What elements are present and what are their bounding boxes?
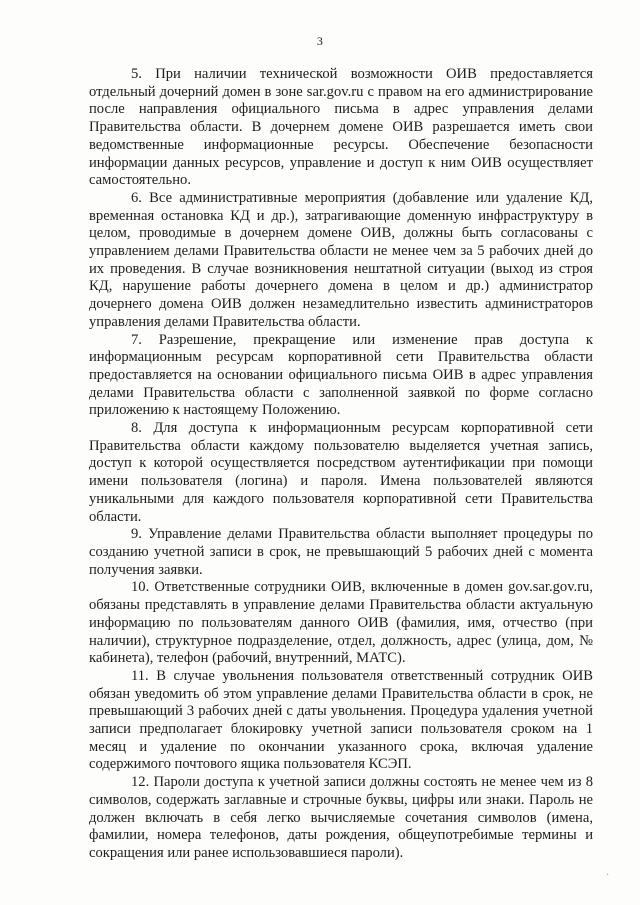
paragraph-12: 12. Пароли доступа к учетной записи должны состоять не менее чем из 8 символов, содержать заглавные и строчные буквы, цифры или знаки. Пароль не должен включать в себя легко вычисляемые сочетания символов (имена, фамилии, номера телефонов, даты рождения, общеупотребимые термины и сокращения или ранее использовавшиеся пароли).	[89, 774, 593, 861]
scan-speck: ·	[606, 870, 610, 881]
paragraph-8: 8. Для доступа к информационным ресурсам корпоративной сети Правительства области каждому пользователю выделяется учетная запись, доступ к которой осуществляется посредством аутентификации при помощи имени пользователя (логина) и пароля. Имена пользователей являются уникальными для каждого пользователя корпоративной сети Правительства области.	[89, 420, 593, 525]
paragraph-7: 7. Разрешение, прекращение или изменение прав доступа к информационным ресурсам корпоративной сети Правительства области предоставляется на основании официального письма ОИВ в адрес управления делами Правительства области с заполненной заявкой по форме согласно приложению к настоящему Положению.	[89, 331, 593, 419]
page-number: 3	[316, 34, 324, 48]
paragraph-9: 9. Управление делами Правительства области выполняет процедуры по созданию учетной записи в срок, не превышающий 5 рабочих дней с момента получения заявки.	[89, 526, 593, 578]
paragraph-6: 6. Все административные мероприятия (добавление или удаление КД, временная остановка КД и др.), затрагивающие доменную инфраструктуру в целом, проводимые в дочернем домене ОИВ, должны быть согласованы с управлением делами Правительства области не менее чем за 5 рабочих дней до их проведения. В случае возникновения нештатной ситуации (выход из строя КД, нарушение работы дочернего домена в целом и др.) администратор дочернего домена ОИВ должен незамедлительно известить администраторов управления делами Правительства области.	[89, 189, 593, 330]
paragraph-11: 11. В случае увольнения пользователя ответственный сотрудник ОИВ обязан уведомить об этом управление делами Правительства области в срок, не превышающий 3 рабочих дней с даты увольнения. Процедура удаления учетной записи предполагает блокировку учетной записи пользователя сроком на 1 месяц и удаление по окончании указанного срока, включая удаление содержимого почтового ящика пользователя КСЭП.	[89, 667, 593, 773]
paragraph-10: 10. Ответственные сотрудники ОИВ, включенные в домен gov.sar.gov.ru, обязаны представлять в управление делами Правительства области актуальную информацию по пользователям данного ОИВ (фамилия, имя, отчество (при наличии), структурное подразделение, отдел, должность, адрес (улица, дом, № кабинета), телефон (рабочий, внутренний, МАТС).	[89, 579, 593, 667]
document-body	[89, 66, 593, 863]
paragraph-5: 5. При наличии технической возможности ОИВ предоставляется отдельный дочерний домен в зоне sar.gov.ru с правом на его администрирование после направления официального письма в адрес управления делами Правительства области. В дочернем домене ОИВ разрешается иметь свои ведомственные информационные ресурсы. Обеспечение безопасности информации данных ресурсов, управление и доступ к ним ОИВ осуществляет самостоятельно.	[89, 66, 593, 189]
